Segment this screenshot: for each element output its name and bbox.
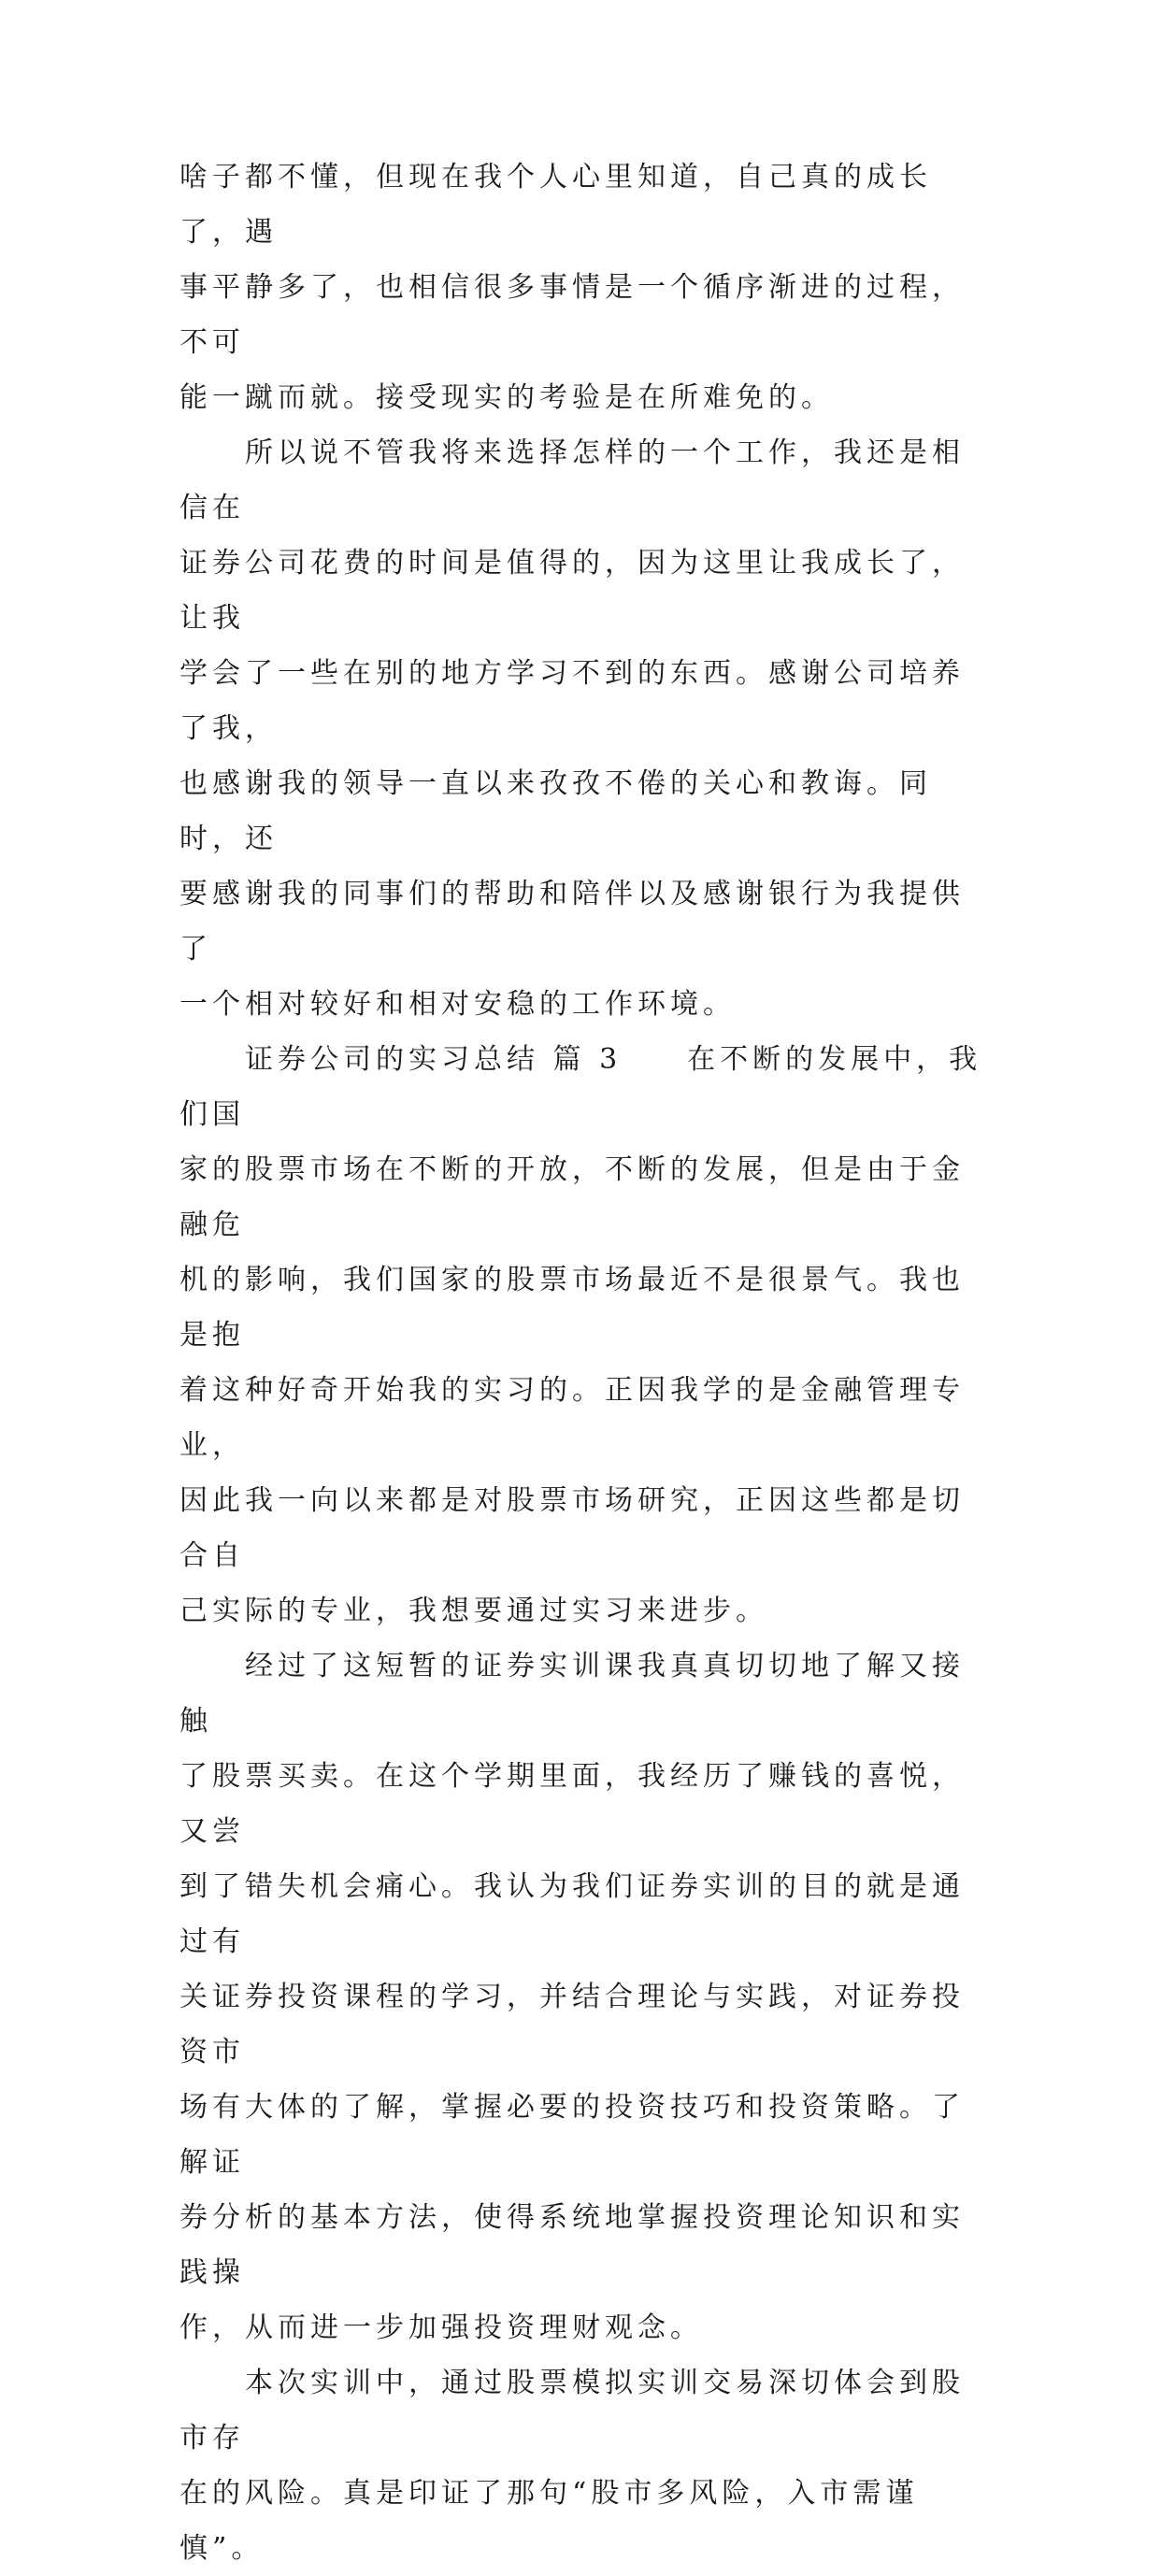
text-line: 一个相对较好和相对安稳的工作环境。: [179, 988, 736, 1021]
text-line: 了股票买卖。在这个学期里面，我经历了赚钱的喜悦，又尝: [179, 1760, 965, 1848]
text-line: 学会了一些在别的地方学习不到的东西。感谢公司培养了我，: [179, 657, 965, 745]
text-line: 券分析的基本方法，使得系统地掌握投资理论知识和实践操: [179, 2201, 965, 2289]
text-line: 家的股票市场在不断的开放，不断的发展，但是由于金融危: [179, 1153, 965, 1241]
text-line: 也感谢我的领导一直以来孜孜不倦的关心和教诲。同时，还: [179, 767, 932, 855]
body-text: [179, 150, 983, 2576]
text-line: 因此我一向以来都是对股票市场研究，正因这些都是切合自: [179, 1484, 965, 1572]
section-heading-line: 证券公司的实习总结 篇 3 在不断的发展中，我们国: [179, 1043, 982, 1131]
text-line: 己实际的专业，我想要通过实习来进步。: [179, 1595, 768, 1627]
text-line: 本次实训中，通过股票模拟实训交易深切体会到股市存: [179, 2367, 965, 2454]
text-line: 能一蹴而就。接受现实的考验是在所难免的。: [179, 381, 834, 414]
text-line: 着这种好奇开始我的实习的。正因我学的是金融管理专业，: [179, 1374, 965, 1462]
text-line: 作，从而进一步加强投资理财观念。: [179, 2311, 703, 2344]
text-line: 证券公司花费的时间是值得的，因为这里让我成长了，让我: [179, 547, 965, 635]
text-line: 所以说不管我将来选择怎样的一个工作，我还是相信在: [179, 436, 965, 524]
text-line: 经过了这短暂的证券实训课我真真切切地了解又接触: [179, 1650, 965, 1738]
text-line: 事平静多了，也相信很多事情是一个循序渐进的过程，不可: [179, 271, 965, 359]
text-line: 到了错失机会痛心。我认为我们证券实训的目的就是通过有: [179, 1870, 965, 1958]
text-line: 关证券投资课程的学习，并结合理论与实践，对证券投资市: [179, 1981, 965, 2068]
text-line: 机的影响，我们国家的股票市场最近不是很景气。我也是抱: [179, 1264, 965, 1352]
text-line: 要感谢我的同事们的帮助和陪伴以及感谢银行为我提供了: [179, 878, 965, 966]
text-line: 场有大体的了解，掌握必要的投资技巧和投资策略。了解证: [179, 2091, 965, 2179]
text-line: 啥子都不懂，但现在我个人心里知道，自己真的成长了，遇: [179, 161, 932, 249]
text-line: 在的风险。真是印证了那句“股市多风险，入市需谨慎”。: [179, 2477, 919, 2565]
